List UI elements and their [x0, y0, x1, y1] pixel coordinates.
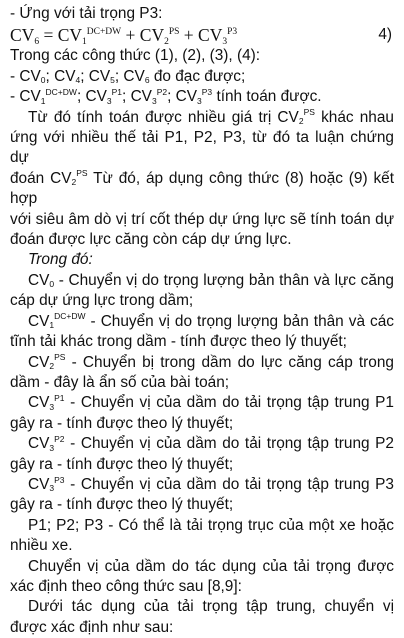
- definition-loads: [10, 516, 394, 557]
- paragraph-prediction-line-2: ứng với nhiều thế tải P1, P2, P3, từ đó ta luận chứng dự: [10, 129, 394, 167]
- formula-term-3-sup: P3: [227, 27, 238, 38]
- definition-cv2: [10, 353, 394, 394]
- formula-plus-1: +: [121, 25, 140, 46]
- definition-cv3-p2-line-2: gây ra - tính được theo lý thuyết;: [10, 455, 234, 473]
- paragraph-deflection-formula-line-2: xác định theo công thức sau [8,9]:: [10, 577, 242, 595]
- definition-cv0: [10, 271, 394, 312]
- measured-values-line: - $CV_0$; $CV_4$; $CV_5$; $CV_6$ đo đạc được;: [10, 67, 246, 86]
- paragraph-prediction: [10, 108, 394, 251]
- formula-term-2-sup: PS: [168, 27, 180, 38]
- formula-cv6: [10, 24, 394, 46]
- load-p3-heading: - Ứng với tải trọng P3:: [10, 5, 163, 22]
- definition-cv0-line-1: $CV_0$ - Chuyển vị do trọng lượng bản thân và lực căng: [28, 271, 394, 290]
- formula-term-1-sub: 1: [82, 37, 87, 48]
- where-heading: Trong đó:: [28, 251, 93, 269]
- formula-term-1: CV: [57, 25, 82, 46]
- formula-term-2-sub: 2: [164, 37, 169, 48]
- formula-lhs-sub: 6: [34, 37, 40, 48]
- paragraph-prediction-line-4: với siêu âm dò vị trí cốt thép dự ứng lực sẽ tính toán dự: [10, 210, 394, 228]
- equation-number: 4): [378, 26, 392, 44]
- formula-plus-2: +: [179, 25, 199, 46]
- paragraph-concentrated-load: [10, 597, 394, 638]
- definition-cv3-p1-line-1: $CV_3^{P1}$ - Chuyển vị của dầm do tải trọng tập trung P1: [28, 392, 394, 412]
- formulas-intro: Trong các công thức (1), (2), (3), (4):: [10, 47, 261, 65]
- definition-cv1-line-2: tĩnh tải khác trong dầm - tính được theo lý thuyết;: [10, 333, 347, 351]
- computed-values-line: - $CV_1^{DC+DW}$; $CV_3^{P1}$; $CV_3^{P2}$; $CV_3^{P3}$ tính toán được.: [10, 86, 322, 106]
- formula-lhs: CV: [10, 25, 35, 46]
- formula-term-3: CV: [198, 25, 223, 46]
- formula-term-3-sub: 3: [222, 37, 228, 48]
- paragraph-prediction-line-1: Từ đó tính toán được nhiều giá trị $CV_2^{PS}$ khác nhau: [28, 107, 394, 127]
- paragraph-concentrated-load-line-2: được xác định như sau:: [10, 618, 174, 636]
- paragraph-concentrated-load-line-1: Dưới tác dụng của tải trọng tập trung, chuyển vị: [28, 598, 394, 616]
- paragraph-prediction-line-3: đoán $CV_2^{PS}$ Từ đó, áp dụng công thức (8) hoặc (9) kết hợp: [10, 168, 395, 208]
- paragraph-prediction-line-5: đoán được lực căng còn cáp dự ứng lực.: [10, 231, 292, 249]
- definition-cv1: [10, 312, 394, 353]
- definition-cv3-p1: [10, 393, 394, 434]
- definition-loads-line-1: P1; P2; P3 - Có thể là tải trọng trục của một xe hoặc: [28, 516, 394, 534]
- definition-cv3-p3-line-2: gây ra - tính được theo lý thuyết;: [10, 496, 234, 514]
- definition-cv2-line-1: $CV_2^{PS}$ - Chuyển bị trong dầm do lực căng cáp trong: [28, 352, 394, 372]
- definition-cv3-p2-line-1: $CV_3^{P2}$ - Chuyển vị của dầm do tải trọng tập trung P2: [28, 433, 394, 453]
- definition-cv3-p2: [10, 434, 394, 475]
- formula-term-1-sup: DC+DW: [86, 27, 122, 38]
- definition-cv2-line-2: dầm - đây là ẩn số của bài toán;: [10, 373, 230, 391]
- formula-equals: =: [39, 25, 58, 46]
- definition-loads-line-2: nhiều xe.: [10, 537, 73, 555]
- paragraph-deflection-formula-line-1: Chuyển vị của dầm do tác dụng của tải trọng được: [28, 557, 394, 575]
- definition-cv1-line-1: $CV_1^{DC+DW}$ - Chuyển vị do trọng lượng bản thân và các: [28, 311, 394, 331]
- paragraph-deflection-formula: [10, 557, 394, 598]
- formula-term-2: CV: [139, 25, 165, 46]
- definition-cv3-p3: [10, 475, 394, 516]
- definition-cv3-p3-line-1: $CV_3^{P3}$ - Chuyển vị của dầm do tải trọng tập trung P3: [28, 474, 394, 494]
- definition-cv3-p1-line-2: gây ra - tính được theo lý thuyết;: [10, 414, 234, 432]
- definition-cv0-line-2: cáp dự ứng lực trong dầm;: [10, 292, 194, 310]
